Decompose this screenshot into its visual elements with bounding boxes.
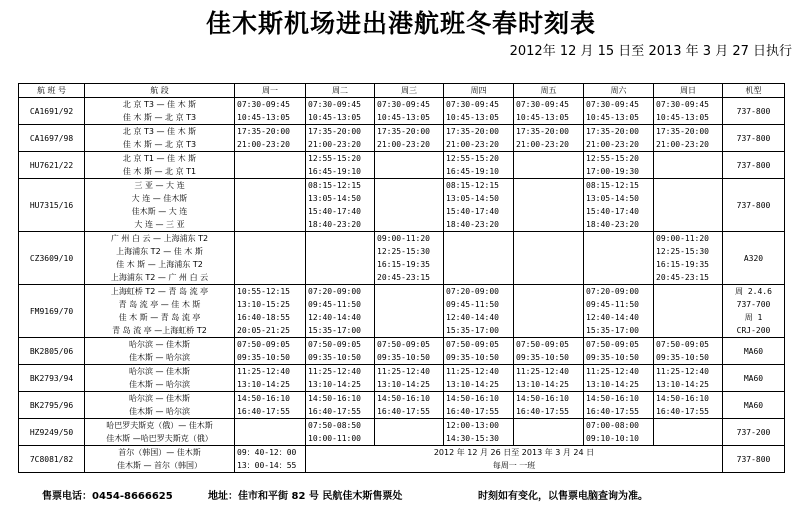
- time-cell-line: 20:05-21:25: [237, 326, 290, 335]
- time-cell: [444, 152, 514, 179]
- table-row: [19, 179, 785, 232]
- table-row: [19, 98, 785, 125]
- aircraft-type: [723, 365, 785, 392]
- time-cell-line: 07:50-09:05: [237, 340, 290, 349]
- time-cell: [306, 179, 375, 232]
- time-cell-line: 12:40-14:40: [308, 313, 361, 322]
- time-cell-line: 07:30-09:45: [308, 100, 361, 109]
- time-cell-line: 21:00-23:20: [656, 140, 709, 149]
- flight-number: CA1691/92: [19, 98, 85, 125]
- time-cell-line: 12:25-15:30: [656, 247, 709, 256]
- time-cell: [654, 152, 723, 179]
- header-monday: 周一: [235, 84, 306, 98]
- table-row: [19, 446, 785, 473]
- aircraft-type: [723, 98, 785, 125]
- time-cell: [444, 98, 514, 125]
- time-cell: [235, 419, 306, 446]
- route-cell: [85, 179, 235, 232]
- time-cell-line: 14:50-16:10: [377, 394, 430, 403]
- time-cell-line: 20:45-23:15: [377, 273, 430, 282]
- page-title: 佳木斯机场进出港航班冬春时刻表: [205, 9, 596, 38]
- aircraft-type-line: 周 1: [744, 313, 763, 322]
- route-cell-line: 佳木斯 —哈巴罗夫斯克（俄）: [106, 434, 213, 443]
- time-cell-line: 10:45-13:05: [237, 113, 290, 122]
- time-cell-line: 07:50-09:05: [656, 340, 709, 349]
- time-cell: [584, 419, 654, 446]
- time-cell: [235, 338, 306, 365]
- time-cell-line: 13:05-14:50: [446, 194, 499, 203]
- time-cell: [235, 285, 306, 338]
- time-cell: [514, 419, 584, 446]
- time-cell-line: 13:10-14:25: [237, 380, 290, 389]
- time-cell-line: 11:25-12:40: [308, 367, 361, 376]
- table-row: [19, 392, 785, 419]
- time-cell-line: 13:10-14:25: [377, 380, 430, 389]
- time-cell-line: 09:35-10:50: [237, 353, 290, 362]
- flight-number: FM9169/70: [19, 285, 85, 338]
- time-cell: [584, 338, 654, 365]
- ticket-office-address: 地址：佳市和平街 82 号 民航佳木斯售票处: [208, 491, 403, 502]
- time-cell-line: 09:35-10:50: [308, 353, 361, 362]
- aircraft-type: [723, 125, 785, 152]
- aircraft-type: [723, 338, 785, 365]
- time-cell: [444, 419, 514, 446]
- aircraft-type-line: 周 2.4.6: [735, 287, 772, 296]
- time-cell: [584, 98, 654, 125]
- time-cell-line: 11:25-12:40: [586, 367, 639, 376]
- aircraft-type-line: 737-200: [736, 427, 771, 437]
- validity-period: 2012年 12 月 15 日至 2013 年 3 月 27 日执行: [509, 44, 792, 59]
- route-cell-line: 佳 木 斯 — 上海浦东 T2: [116, 260, 203, 269]
- route-cell-line: 佳 木 斯 — 北 京 T3: [122, 140, 197, 149]
- time-cell-line: 13:10-14:25: [516, 380, 569, 389]
- time-cell-line: 07:00-08:00: [586, 421, 639, 430]
- table-row: [19, 285, 785, 338]
- time-cell: [235, 232, 306, 285]
- time-cell: [235, 152, 306, 179]
- time-cell: [514, 392, 584, 419]
- route-cell-line: 哈巴罗夫斯克（俄）— 佳木斯: [106, 421, 213, 430]
- table-row: [19, 152, 785, 179]
- time-cell-line: 07:30-09:45: [377, 100, 430, 109]
- time-cell-line: 11:25-12:40: [656, 367, 709, 376]
- header-flight-no: 航 班 号: [19, 84, 85, 98]
- time-cell-line: 10:45-13:05: [586, 113, 639, 122]
- route-cell-line: 青 岛 流 亭 —上海虹桥 T2: [112, 326, 207, 335]
- time-cell-line: 10:45-13:05: [656, 113, 709, 122]
- time-cell-line: 12:55-15:20: [308, 154, 361, 163]
- time-cell: [375, 338, 444, 365]
- time-cell-line: 15:35-17:00: [308, 326, 361, 335]
- time-cell-line: 15:35-17:00: [586, 326, 639, 335]
- time-cell: [444, 338, 514, 365]
- time-cell-line: 09:35-10:50: [516, 353, 569, 362]
- route-cell-line: 佳 木 斯 — 北 京 T1: [122, 167, 197, 176]
- aircraft-type-line: MA60: [743, 400, 764, 410]
- time-cell: [306, 125, 375, 152]
- route-cell-line: 上海浦东 T2 — 广 州 白 云: [110, 273, 209, 282]
- time-cell: [306, 365, 375, 392]
- time-cell: [584, 392, 654, 419]
- time-cell: [375, 419, 444, 446]
- table-header-row: [19, 84, 785, 98]
- time-cell: [514, 179, 584, 232]
- time-cell-line: 09:35-10:50: [586, 353, 639, 362]
- time-cell-line: 07:20-09:00: [586, 287, 639, 296]
- time-cell-line: 14:50-16:10: [308, 394, 361, 403]
- route-cell-line: 北 京 T1 — 佳 木 斯: [122, 154, 197, 163]
- time-cell-line: 12:40-14:40: [446, 313, 499, 322]
- time-cell-line: 07:30-09:45: [656, 100, 709, 109]
- time-cell-line: 21:00-23:20: [237, 140, 290, 149]
- time-cell: [235, 125, 306, 152]
- header-aircraft: 机型: [723, 84, 785, 98]
- aircraft-type-line: MA60: [743, 373, 764, 383]
- time-cell: [306, 285, 375, 338]
- route-cell: [85, 125, 235, 152]
- time-cell: [235, 365, 306, 392]
- time-cell-line: 16:40-18:55: [237, 313, 290, 322]
- time-cell: [306, 232, 375, 285]
- time-cell-line: 16:15-19:35: [656, 260, 709, 269]
- time-cell-line: 16:40-17:55: [586, 407, 639, 416]
- route-cell-line: 佳 木 斯 — 青 岛 流 亭: [118, 313, 201, 322]
- route-cell-line: 哈尔滨 — 佳木斯: [128, 394, 191, 403]
- time-cell-line: 09:35-10:50: [446, 353, 499, 362]
- time-cell-line: 07:30-09:45: [586, 100, 639, 109]
- time-cell-line: 11:25-12:40: [516, 367, 569, 376]
- time-cell-line: 07:30-09:45: [516, 100, 569, 109]
- time-cell: [444, 125, 514, 152]
- route-cell: [85, 419, 235, 446]
- period-note-line: 每周一 一班: [492, 461, 536, 470]
- aircraft-type-line: 737-700: [736, 300, 771, 309]
- time-cell-line: 16:40-17:55: [516, 407, 569, 416]
- time-cell: [375, 232, 444, 285]
- time-cell-line: 11:25-12:40: [237, 367, 290, 376]
- route-cell-line: 青 岛 流 亭 — 佳 木 斯: [118, 300, 201, 309]
- aircraft-type: [723, 285, 785, 338]
- time-cell-line: 09:45-11:50: [446, 300, 499, 309]
- time-cell-line: 16:40-17:55: [446, 407, 499, 416]
- time-cell-line: 20:45-23:15: [656, 273, 709, 282]
- time-cell-line: 14:50-16:10: [237, 394, 290, 403]
- time-cell-line: 07:20-09:00: [446, 287, 499, 296]
- flight-number: HU7315/16: [19, 179, 85, 232]
- time-cell-line: 16:40-17:55: [656, 407, 709, 416]
- table-row: [19, 419, 785, 446]
- time-cell-line: 15:40-17:40: [446, 207, 499, 216]
- time-cell-line: 09:10-10:10: [586, 434, 639, 443]
- time-cell-line: 13:05-14:50: [308, 194, 361, 203]
- aircraft-type-line: MA60: [743, 346, 764, 356]
- route-cell-line: 哈尔滨 — 佳木斯: [128, 367, 191, 376]
- time-cell-line: 14:30-15:30: [446, 434, 499, 443]
- time-cell-line: 11:25-12:40: [446, 367, 499, 376]
- aircraft-type: [723, 446, 785, 473]
- route-cell-line: 佳 木 斯 — 北 京 T3: [122, 113, 197, 122]
- time-cell: [306, 419, 375, 446]
- route-cell-line: 广 州 白 云 — 上海浦东 T2: [110, 234, 209, 243]
- time-cell-line: 09：40-12：00: [237, 448, 297, 457]
- route-cell: [85, 152, 235, 179]
- time-cell-line: 12:25-15:30: [377, 247, 430, 256]
- time-cell: [514, 98, 584, 125]
- time-cell-line: 07:50-09:05: [516, 340, 569, 349]
- time-cell-line: 07:20-09:00: [308, 287, 361, 296]
- schedule-change-note: 时刻如有变化，以售票电脑查询为准。: [478, 491, 648, 502]
- header-route: 航 段: [85, 84, 235, 98]
- time-cell: [375, 285, 444, 338]
- time-cell: [444, 285, 514, 338]
- time-cell: [514, 365, 584, 392]
- time-cell: [375, 179, 444, 232]
- time-cell: [514, 285, 584, 338]
- route-cell-line: 佳木斯 — 首尔（韩国）: [116, 461, 203, 470]
- time-cell-line: 12:55-15:20: [446, 154, 499, 163]
- time-cell-line: 13:10-15:25: [237, 300, 290, 309]
- route-cell: [85, 446, 235, 473]
- time-cell-line: 17:00-19:30: [586, 167, 639, 176]
- time-cell: [584, 232, 654, 285]
- time-cell-line: 12:00-13:00: [446, 421, 499, 430]
- time-cell-line: 12:55-15:20: [586, 154, 639, 163]
- time-cell-line: 10:45-13:05: [446, 113, 499, 122]
- time-cell: [444, 392, 514, 419]
- time-cell: [584, 125, 654, 152]
- time-cell-line: 09:45-11:50: [586, 300, 639, 309]
- route-cell-line: 三 亚 — 大 连: [134, 181, 185, 190]
- time-cell-line: 10:45-13:05: [516, 113, 569, 122]
- time-cell-line: 17:35-20:00: [656, 127, 709, 136]
- time-cell-line: 07:50-09:05: [586, 340, 639, 349]
- time-cell-line: 08:15-12:15: [586, 181, 639, 190]
- header-sunday: 周日: [654, 84, 723, 98]
- time-cell-line: 16:40-17:55: [308, 407, 361, 416]
- time-cell-line: 17:35-20:00: [237, 127, 290, 136]
- time-cell: [584, 152, 654, 179]
- aircraft-type: [723, 232, 785, 285]
- time-cell: [654, 392, 723, 419]
- time-cell: [514, 338, 584, 365]
- header-thursday: 周四: [444, 84, 514, 98]
- time-cell: [306, 338, 375, 365]
- time-cell-line: 09:35-10:50: [656, 353, 709, 362]
- time-cell-line: 17:35-20:00: [586, 127, 639, 136]
- route-cell-line: 佳木斯 — 哈尔滨: [128, 380, 191, 389]
- route-cell: [85, 98, 235, 125]
- time-cell: [444, 179, 514, 232]
- time-cell: [375, 125, 444, 152]
- route-cell-line: 大 连 — 佳木斯: [131, 194, 188, 203]
- route-cell: [85, 232, 235, 285]
- route-cell-line: 上海虹桥 T2 — 青 岛 流 亭: [110, 287, 209, 296]
- time-cell-line: 15:40-17:40: [586, 207, 639, 216]
- time-cell-line: 09:45-11:50: [308, 300, 361, 309]
- header-friday: 周五: [514, 84, 584, 98]
- aircraft-type-line: A320: [743, 253, 764, 263]
- route-cell-line: 哈尔滨 — 佳木斯: [128, 340, 191, 349]
- time-cell: [444, 365, 514, 392]
- aircraft-type-line: 737-800: [736, 106, 771, 116]
- time-cell-line: 17:35-20:00: [516, 127, 569, 136]
- flight-number: CA1697/98: [19, 125, 85, 152]
- flight-number: HU7621/22: [19, 152, 85, 179]
- time-cell-line: 12:40-14:40: [586, 313, 639, 322]
- time-cell: [235, 446, 306, 473]
- route-cell: [85, 392, 235, 419]
- time-cell: [375, 152, 444, 179]
- route-cell-line: 佳木斯 — 大 连: [131, 207, 188, 216]
- table-row: [19, 338, 785, 365]
- flight-number: 7C8081/82: [19, 446, 85, 473]
- time-cell: [235, 179, 306, 232]
- time-cell: [514, 152, 584, 179]
- schedule-table: [18, 83, 785, 473]
- time-cell-line: 09:35-10:50: [377, 353, 430, 362]
- time-cell: [375, 365, 444, 392]
- time-cell: [654, 285, 723, 338]
- time-cell-line: 16:45-19:10: [446, 167, 499, 176]
- time-cell: [654, 365, 723, 392]
- time-cell: [235, 392, 306, 419]
- time-cell: [306, 152, 375, 179]
- period-note: [306, 446, 723, 473]
- time-cell-line: 14:50-16:10: [516, 394, 569, 403]
- time-cell-line: 09:00-11:20: [656, 234, 709, 243]
- time-cell-line: 18:40-23:20: [446, 220, 499, 229]
- time-cell: [584, 365, 654, 392]
- time-cell-line: 07:30-09:45: [446, 100, 499, 109]
- time-cell: [584, 179, 654, 232]
- time-cell: [375, 98, 444, 125]
- table-row: [19, 125, 785, 152]
- period-note-line: 2012 年 12 月 26 日至 2013 年 3 月 24 日: [433, 448, 595, 457]
- time-cell: [306, 98, 375, 125]
- time-cell-line: 07:50-09:05: [308, 340, 361, 349]
- time-cell-line: 21:00-23:20: [377, 140, 430, 149]
- flight-number: BK2795/96: [19, 392, 85, 419]
- route-cell-line: 大 连 — 三 亚: [134, 220, 185, 229]
- time-cell-line: 10:55-12:15: [237, 287, 290, 296]
- route-cell-line: 北 京 T3 — 佳 木 斯: [122, 127, 197, 136]
- time-cell-line: 17:35-20:00: [446, 127, 499, 136]
- table-row: [19, 365, 785, 392]
- time-cell-line: 14:50-16:10: [586, 394, 639, 403]
- time-cell-line: 15:40-17:40: [308, 207, 361, 216]
- route-cell: [85, 338, 235, 365]
- time-cell-line: 07:50-08:50: [308, 421, 361, 430]
- time-cell-line: 13:10-14:25: [586, 380, 639, 389]
- time-cell-line: 18:40-23:20: [586, 220, 639, 229]
- aircraft-type-line: 737-800: [736, 160, 771, 170]
- header-saturday: 周六: [584, 84, 654, 98]
- header-wednesday: 周三: [375, 84, 444, 98]
- ticket-phone: 售票电话：0454-8666625: [42, 491, 173, 502]
- time-cell: [514, 232, 584, 285]
- aircraft-type: [723, 392, 785, 419]
- route-cell-line: 北 京 T3 — 佳 木 斯: [122, 100, 197, 109]
- time-cell-line: 10:45-13:05: [377, 113, 430, 122]
- route-cell: [85, 285, 235, 338]
- time-cell: [444, 232, 514, 285]
- time-cell-line: 13:10-14:25: [446, 380, 499, 389]
- flight-number: CZ3609/10: [19, 232, 85, 285]
- time-cell: [306, 392, 375, 419]
- time-cell-line: 13:05-14:50: [586, 194, 639, 203]
- time-cell: [235, 98, 306, 125]
- time-cell: [654, 338, 723, 365]
- route-cell: [85, 365, 235, 392]
- time-cell-line: 15:35-17:00: [446, 326, 499, 335]
- time-cell-line: 18:40-23:20: [308, 220, 361, 229]
- aircraft-type-line: CRJ-200: [736, 326, 771, 335]
- flight-number: HZ9249/50: [19, 419, 85, 446]
- time-cell-line: 21:00-23:20: [586, 140, 639, 149]
- time-cell-line: 08:15-12:15: [446, 181, 499, 190]
- time-cell: [654, 232, 723, 285]
- route-cell-line: 上海浦东 T2 — 佳 木 斯: [116, 247, 203, 256]
- time-cell-line: 11:25-12:40: [377, 367, 430, 376]
- time-cell-line: 13:10-14:25: [656, 380, 709, 389]
- time-cell-line: 08:15-12:15: [308, 181, 361, 190]
- time-cell-line: 09:00-11:20: [377, 234, 430, 243]
- time-cell: [584, 285, 654, 338]
- time-cell: [654, 179, 723, 232]
- time-cell-line: 13：00-14：55: [237, 461, 297, 470]
- time-cell-line: 16:45-19:10: [308, 167, 361, 176]
- time-cell: [654, 125, 723, 152]
- route-cell-line: 佳木斯 — 哈尔滨: [128, 353, 191, 362]
- time-cell: [514, 125, 584, 152]
- time-cell-line: 17:35-20:00: [308, 127, 361, 136]
- time-cell-line: 21:00-23:20: [516, 140, 569, 149]
- time-cell: [654, 419, 723, 446]
- time-cell-line: 16:40-17:55: [377, 407, 430, 416]
- aircraft-type-line: 737-800: [736, 200, 771, 210]
- time-cell-line: 17:35-20:00: [377, 127, 430, 136]
- time-cell-line: 10:00-11:00: [308, 434, 361, 443]
- time-cell-line: 14:50-16:10: [656, 394, 709, 403]
- aircraft-type-line: 737-800: [736, 133, 771, 143]
- time-cell-line: 16:15-19:35: [377, 260, 430, 269]
- aircraft-type: [723, 179, 785, 232]
- time-cell-line: 13:10-14:25: [308, 380, 361, 389]
- aircraft-type: [723, 152, 785, 179]
- time-cell: [654, 98, 723, 125]
- header-tuesday: 周二: [306, 84, 375, 98]
- route-cell-line: 佳木斯 — 哈尔滨: [128, 407, 191, 416]
- time-cell-line: 10:45-13:05: [308, 113, 361, 122]
- time-cell-line: 21:00-23:20: [446, 140, 499, 149]
- flight-number: BK2805/06: [19, 338, 85, 365]
- time-cell-line: 14:50-16:10: [446, 394, 499, 403]
- table-row: [19, 232, 785, 285]
- time-cell-line: 21:00-23:20: [308, 140, 361, 149]
- time-cell-line: 07:50-09:05: [377, 340, 430, 349]
- time-cell-line: 07:50-09:05: [446, 340, 499, 349]
- route-cell-line: 首尔（韩国）— 佳木斯: [118, 448, 201, 457]
- flight-number: BK2793/94: [19, 365, 85, 392]
- time-cell-line: 16:40-17:55: [237, 407, 290, 416]
- time-cell: [375, 392, 444, 419]
- aircraft-type: [723, 419, 785, 446]
- aircraft-type-line: 737-800: [736, 454, 771, 464]
- time-cell-line: 07:30-09:45: [237, 100, 290, 109]
